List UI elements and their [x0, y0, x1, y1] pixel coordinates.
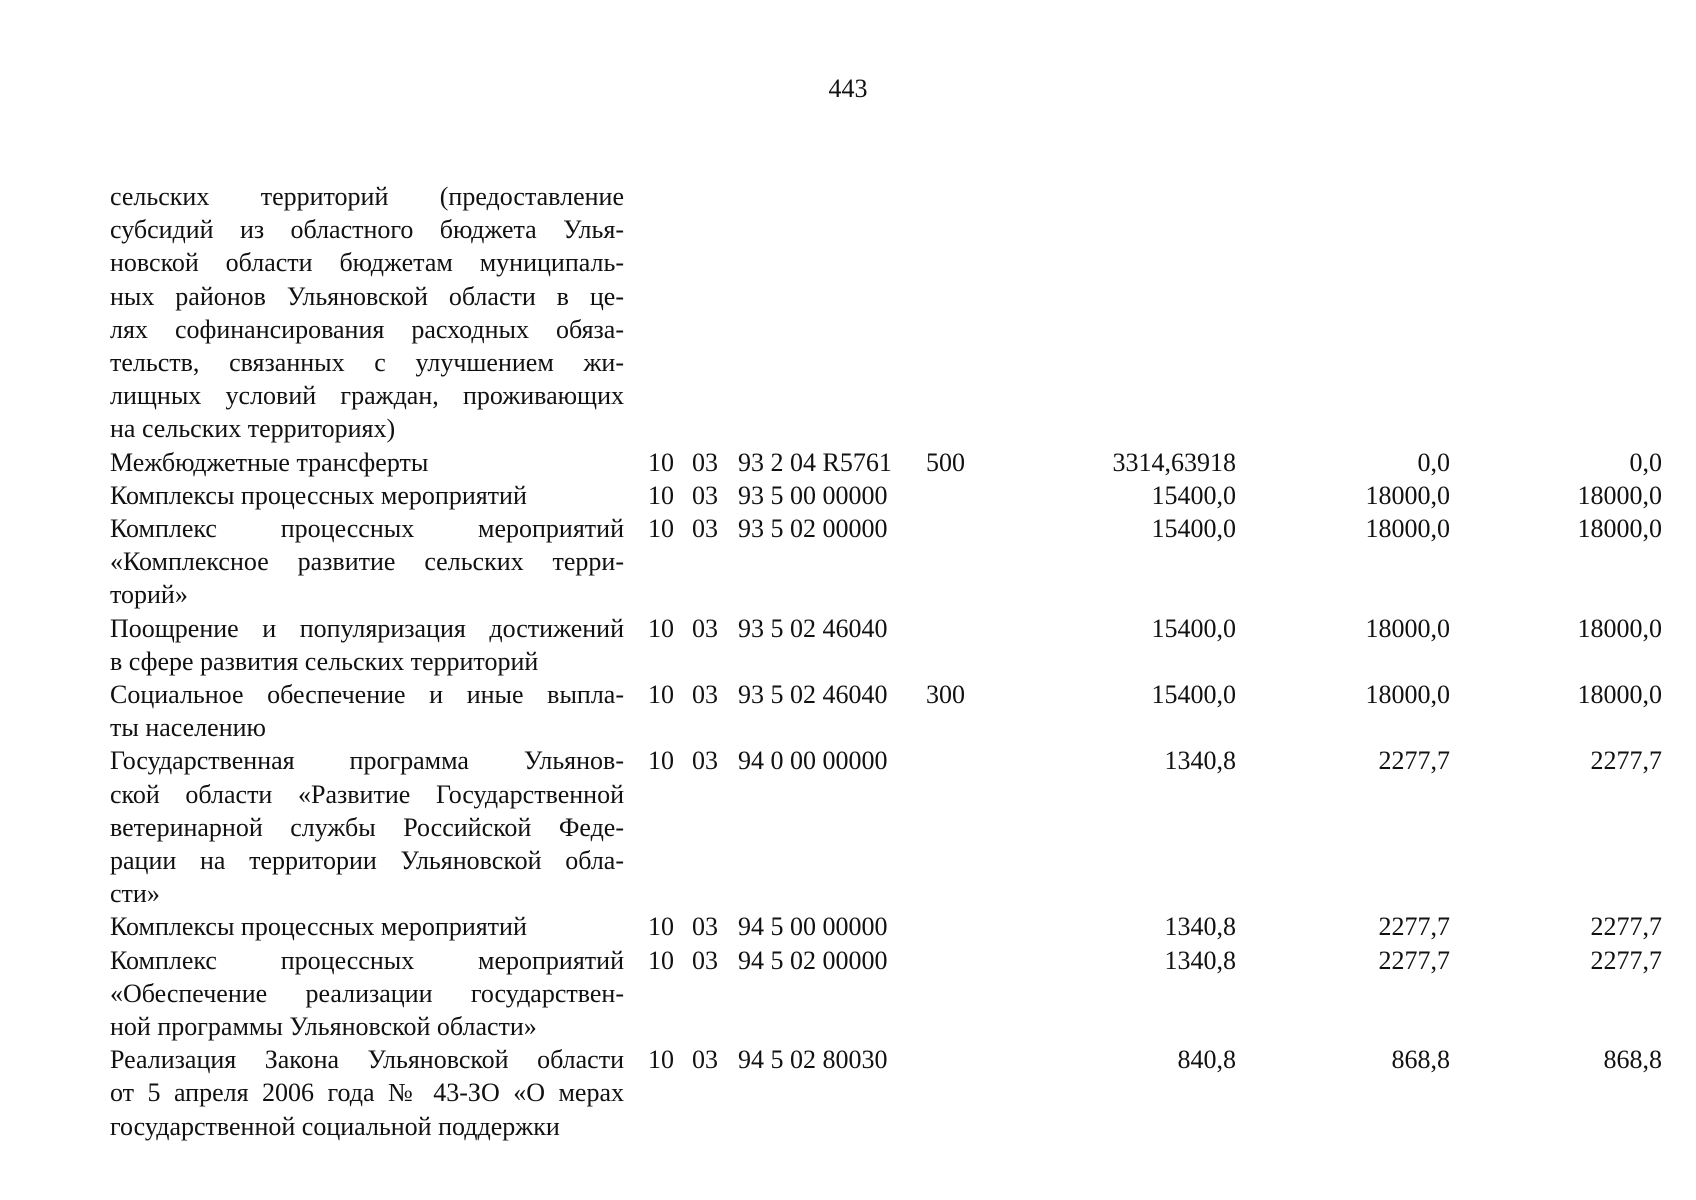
subsection-code-cell: 03	[692, 680, 718, 710]
row-name	[110, 1043, 624, 1143]
row-name-line: новской области бюджетам муниципаль-	[110, 248, 624, 278]
row-name-line: ной программы Ульяновской области»	[110, 1012, 537, 1042]
section-code-cell: 10	[648, 746, 674, 776]
amount-year-2-cell: 2277,7	[1378, 912, 1450, 942]
row-name-line: «Обеспечение реализации государствен-	[110, 978, 624, 1008]
amount-year-3-cell: 868,8	[1603, 1045, 1662, 1075]
amount-year-1-cell: 15400,0	[1151, 680, 1236, 710]
section-code-cell: 10	[648, 514, 674, 544]
row-name-line: субсидий из областного бюджета Улья-	[110, 215, 624, 245]
amount-year-1-cell: 15400,0	[1151, 613, 1236, 643]
amount-year-3-cell: 18000,0	[1577, 680, 1662, 710]
row-name-line: Комплексы процессных мероприятий	[110, 912, 527, 942]
row-name	[110, 678, 624, 744]
table-row	[110, 512, 1662, 612]
amount-year-3-cell: 2277,7	[1590, 746, 1662, 776]
table-row	[110, 1043, 1662, 1143]
row-name-line: Комплексы процессных мероприятий	[110, 480, 527, 510]
amount-year-1-cell: 1340,8	[1164, 746, 1236, 776]
subsection-code-cell: 03	[692, 746, 718, 776]
row-name-line: Социальное обеспечение и иные выпла-	[110, 680, 624, 710]
amount-year-1-cell: 840,8	[1177, 1045, 1236, 1075]
amount-year-1-cell: 15400,0	[1151, 514, 1236, 544]
amount-year-3-cell: 18000,0	[1577, 480, 1662, 510]
target-article-code-cell: 93 2 04 R5761	[738, 447, 892, 477]
target-article-code-cell: 93 5 02 46040	[738, 680, 888, 710]
subsection-code-cell: 03	[692, 912, 718, 942]
expense-type-code-cell: 300	[926, 680, 965, 710]
row-name-line: ветеринарной службы Российской Феде-	[110, 812, 624, 842]
amount-year-3-cell: 0,0	[1629, 447, 1662, 477]
subsection-code-cell: 03	[692, 945, 718, 975]
section-code-cell: 10	[648, 613, 674, 643]
target-article-code-cell: 94 5 02 00000	[738, 945, 888, 975]
row-name-line: сти»	[110, 879, 160, 909]
table-row	[110, 612, 1662, 678]
amount-year-2-cell: 868,8	[1391, 1045, 1450, 1075]
amount-year-2-cell: 18000,0	[1365, 680, 1450, 710]
row-name-line: тельств, связанных с улучшением жи-	[110, 348, 624, 378]
row-name-line: Поощрение и популяризация достижений	[110, 613, 624, 643]
table-row	[110, 744, 1662, 910]
row-name-line: ных районов Ульяновской области в це-	[110, 281, 624, 311]
row-name	[110, 744, 624, 910]
row-name-line: лях софинансирования расходных обяза-	[110, 314, 624, 344]
amount-year-1-cell: 1340,8	[1164, 945, 1236, 975]
table-row	[110, 180, 1590, 446]
row-name	[110, 910, 624, 943]
table-row	[110, 944, 1662, 1044]
section-code-cell: 10	[648, 1045, 674, 1075]
target-article-code-cell: 93 5 00 00000	[738, 480, 888, 510]
amount-year-2-cell: 18000,0	[1365, 480, 1450, 510]
amount-year-2-cell: 18000,0	[1365, 613, 1450, 643]
row-name-line: ты населению	[110, 713, 266, 743]
subsection-code-cell: 03	[692, 447, 718, 477]
section-code-cell: 10	[648, 912, 674, 942]
row-name-line: государственной социальной поддержки	[110, 1111, 560, 1141]
row-name-line: Государственная программа Ульянов-	[110, 746, 624, 776]
subsection-code-cell: 03	[692, 480, 718, 510]
amount-year-2-cell: 2277,7	[1378, 746, 1450, 776]
row-name-line: сельских территорий (предоставление	[110, 182, 624, 211]
table-row	[110, 446, 1662, 479]
row-name	[110, 512, 624, 612]
subsection-code-cell: 03	[692, 514, 718, 544]
target-article-code-cell: 93 5 02 46040	[738, 613, 888, 643]
table-row	[110, 910, 1662, 943]
row-name-line: лищных условий граждан, проживающих	[110, 381, 624, 411]
target-article-code-cell: 93 5 02 00000	[738, 514, 888, 544]
row-name-line: Комплекс процессных мероприятий	[110, 945, 624, 975]
row-name-line: ской области «Развитие Государственной	[110, 779, 624, 809]
section-code-cell: 10	[648, 480, 674, 510]
row-name	[110, 479, 624, 512]
amount-year-3-cell: 2277,7	[1590, 912, 1662, 942]
subsection-code-cell: 03	[692, 613, 718, 643]
row-name	[110, 944, 624, 1044]
row-name-line: от 5 апреля 2006 года № 43-ЗО «О мерах	[110, 1078, 624, 1108]
expense-type-code-cell: 500	[926, 447, 965, 477]
row-name	[110, 446, 624, 479]
target-article-code-cell: 94 0 00 00000	[738, 746, 888, 776]
target-article-code-cell: 94 5 02 80030	[738, 1045, 888, 1075]
row-name-line: в сфере развития сельских территорий	[110, 646, 539, 676]
amount-year-3-cell: 18000,0	[1577, 613, 1662, 643]
amount-year-1-cell: 1340,8	[1164, 912, 1236, 942]
subsection-code-cell: 03	[692, 1045, 718, 1075]
row-name-line: Комплекс процессных мероприятий	[110, 514, 624, 544]
row-name-line: «Комплексное развитие сельских терри-	[110, 547, 624, 577]
row-name-line: Реализация Закона Ульяновской области	[110, 1045, 624, 1075]
section-code-cell: 10	[648, 447, 674, 477]
row-name-line: Межбюджетные трансферты	[110, 447, 429, 477]
row-name-line: на сельских территориях)	[110, 414, 396, 444]
row-name-line: торий»	[110, 580, 188, 610]
amount-year-3-cell: 18000,0	[1577, 514, 1662, 544]
amount-year-2-cell: 0,0	[1417, 447, 1450, 477]
amount-year-3-cell: 2277,7	[1590, 945, 1662, 975]
table-row	[110, 678, 1662, 744]
section-code-cell: 10	[648, 945, 674, 975]
row-name-line: рации на территории Ульяновской обла-	[110, 846, 624, 876]
target-article-code-cell: 94 5 00 00000	[738, 912, 888, 942]
budget-table	[110, 180, 1662, 1143]
amount-year-2-cell: 18000,0	[1365, 514, 1450, 544]
table-row	[110, 479, 1662, 512]
row-name	[110, 612, 624, 678]
amount-year-1-cell: 15400,0	[1151, 480, 1236, 510]
page-number: 443	[828, 74, 868, 103]
section-code-cell: 10	[648, 680, 674, 710]
amount-year-1-cell: 3314,63918	[1112, 447, 1236, 477]
row-name	[110, 180, 624, 446]
amount-year-2-cell: 2277,7	[1378, 945, 1450, 975]
